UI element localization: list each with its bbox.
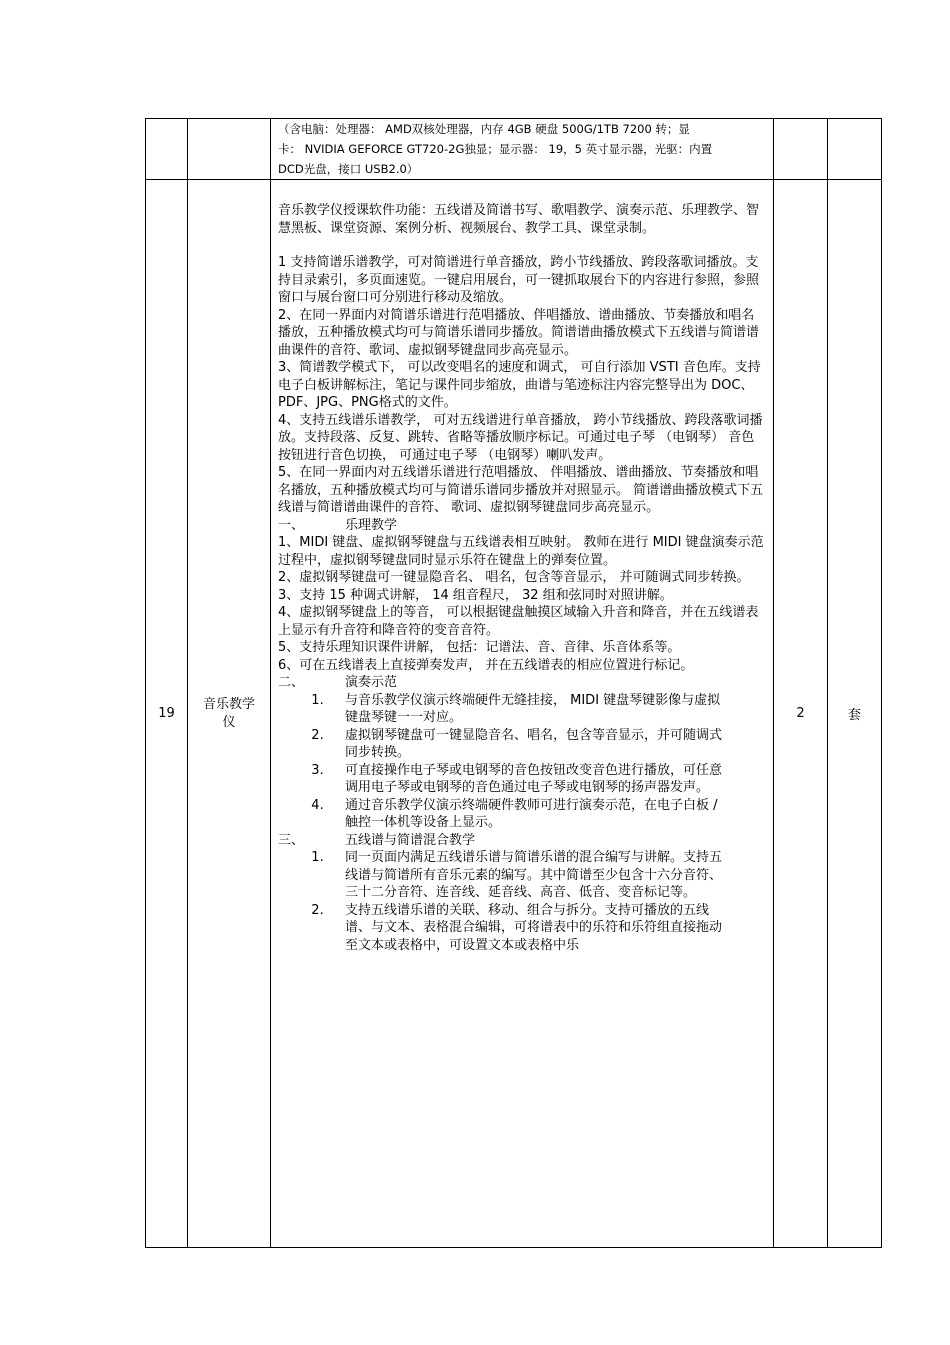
desc-paragraph: 3、简谱教学模式下， 可以改变唱名的速度和调式， 可自行添加 VSTI 音色库。支持电子白板讲解标注，笔记与课件同步缩放，曲谱与笔迹标注内容完整导出为 DOC、PDF、JPG、PNG格式的文件。 xyxy=(278,360,761,410)
cell-qty: 2 xyxy=(774,180,828,1248)
desc-line: DCD光盘，接口 USB2.0） xyxy=(278,162,419,176)
section-paragraph: 4、虚拟钢琴键盘上的等音， 可以根据键盘触摸区域输入升音和降音，并在五线谱表上显示有升音符和降音符的变音音符。 xyxy=(278,605,759,638)
section-paragraph: 1、MIDI 键盘、虚拟钢琴键盘与五线谱表相互映射。 教师在进行 MIDI 键盘演奏示范过程中，虚拟钢琴键盘同时显示乐符在键盘上的弹奏位置。 xyxy=(278,535,764,568)
desc-sections xyxy=(278,517,765,955)
list-item-text: 支持五线谱乐谱的关联、移动、组合与拆分。支持可播放的五线谱、与文本、表格混合编辑，可将谱表中的乐符和乐符组直接拖动至文本或表格中，可设置文本或表格中乐 xyxy=(345,902,723,953)
list-item xyxy=(278,902,765,955)
section-number: 二、 xyxy=(278,675,305,690)
cell-name: 音乐教学仪 xyxy=(188,180,271,1248)
cell-name xyxy=(188,119,271,180)
section-paragraph: 5、支持乐理知识课件讲解， 包括：记谱法、音、音律、乐音体系等。 xyxy=(278,640,681,655)
list-item xyxy=(278,727,765,762)
list-item-number: 1. xyxy=(311,850,324,865)
section-number: 一、 xyxy=(278,517,305,533)
list-item-number: 3. xyxy=(311,762,324,778)
section-title: 演奏示范 xyxy=(345,675,398,690)
spec-table xyxy=(145,118,882,1248)
section-heading xyxy=(278,674,765,692)
section-paragraph: 3、支持 15 种调式讲解， 14 组音程尺， 32 组和弦同时对照讲解。 xyxy=(278,587,673,603)
section-heading xyxy=(278,517,765,535)
cell-unit: 套 xyxy=(828,180,882,1248)
section-paragraph: 6、可在五线谱表上直接弹奏发声， 并在五线谱表的相应位置进行标记。 xyxy=(278,657,694,673)
list-item-number: 2. xyxy=(311,902,324,918)
list-item-number: 2. xyxy=(311,727,324,743)
section-title: 乐理教学 xyxy=(345,517,398,533)
desc-line: （含电脑：处理器： AMD双核处理器，内存 4GB 硬盘 500G/1TB 7200 转；显 xyxy=(278,122,690,136)
section-heading xyxy=(278,832,765,850)
table-row xyxy=(146,119,882,180)
desc-paragraph: 2、在同一界面内对简谱乐谱进行范唱播放、伴唱播放、谱曲播放、节奏播放和唱名播放，五种播放模式均可与简谱乐谱同步播放。简谱谱曲播放模式下五线谱与简谱谱曲课件的音符、歌词、虚拟钢琴键盘同步高亮显示。 xyxy=(278,307,760,358)
list-item xyxy=(278,692,765,727)
list-item-text: 虚拟钢琴键盘可一键显隐音名、唱名，包含等音显示，并可随调式同步转换。 xyxy=(345,727,723,760)
list-item xyxy=(278,762,765,797)
desc-paragraph: 1 支持简谱乐谱教学，可对简谱进行单音播放，跨小节线播放、跨段落歌词播放。支持目录索引，多页面速览。一键启用展台，可一键抓取展台下的内容进行参照，参照窗口与展台窗口可分别进行移动及缩放。 xyxy=(278,255,760,305)
cell-desc xyxy=(271,119,774,180)
list-item-number: 1. xyxy=(311,692,324,708)
desc-intro: 音乐教学仪授课软件功能：五线谱及简谱书写、歌唱教学、演奏示范、乐理教学、智慧黑板、课堂资源、案例分析、视频展台、教学工具、课堂录制。 xyxy=(278,203,760,236)
list-item-number: 4. xyxy=(311,797,324,813)
list-item xyxy=(278,797,765,832)
cell-no: 19 xyxy=(146,180,188,1248)
list-item-text: 通过音乐教学仪演示终端硬件教师可进行演奏示范，在电子白板 / 触控一体机等设备上显示。 xyxy=(345,797,718,830)
list-item xyxy=(278,849,765,902)
cell-desc xyxy=(271,180,774,1248)
list-item-text: 与音乐教学仪演示终端硬件无缝挂接， MIDI 键盘琴键影像与虚拟键盘琴键一一对应。 xyxy=(345,692,721,725)
cell-no xyxy=(146,119,188,180)
section-number: 三、 xyxy=(278,832,305,848)
list-item-text: 可直接操作电子琴或电钢琴的音色按钮改变音色进行播放，可任意调用电子琴或电钢琴的音色通过电子琴或电钢琴的扬声器发声。 xyxy=(345,762,723,795)
desc-paragraph: 5、在同一界面内对五线谱乐谱进行范唱播放、 伴唱播放、谱曲播放、节奏播放和唱名播放，五种播放模式均可与简谱乐谱同步播放并对照显示。 简谱谱曲播放模式下五线谱与简谱谱曲课件的音符、 歌词、虚拟钢琴键盘同步高亮显示。 xyxy=(278,465,764,515)
desc-paragraphs xyxy=(278,254,765,517)
section-paragraph: 2、虚拟钢琴键盘可一键显隐音名、 唱名，包含等音显示， 并可随调式同步转换。 xyxy=(278,570,750,585)
desc-line: 卡： NVIDIA GEFORCE GT720-2G独显；显示器： 19，5 英寸显示器，光驱：内置 xyxy=(278,142,713,156)
cell-unit xyxy=(828,119,882,180)
section-title: 五线谱与简谱混合教学 xyxy=(345,832,476,848)
list-item-text: 同一页面内满足五线谱乐谱与简谱乐谱的混合编写与讲解。支持五线谱与简谱所有音乐元素的编写。其中简谱至少包含十六分音符、三十二分音符、连音线、延音线、高音、低音、变音标记等。 xyxy=(345,850,723,900)
table-row xyxy=(146,180,882,1248)
cell-qty xyxy=(774,119,828,180)
desc-paragraph: 4、支持五线谱乐谱教学， 可对五线谱进行单音播放， 跨小节线播放、跨段落歌词播放。支持段落、反复、跳转、省略等播放顺序标记。可通过电子琴 （电钢琴） 音色按钮进行音色切换， 可通过电子琴 （电钢琴）喇叭发声。 xyxy=(278,412,763,463)
